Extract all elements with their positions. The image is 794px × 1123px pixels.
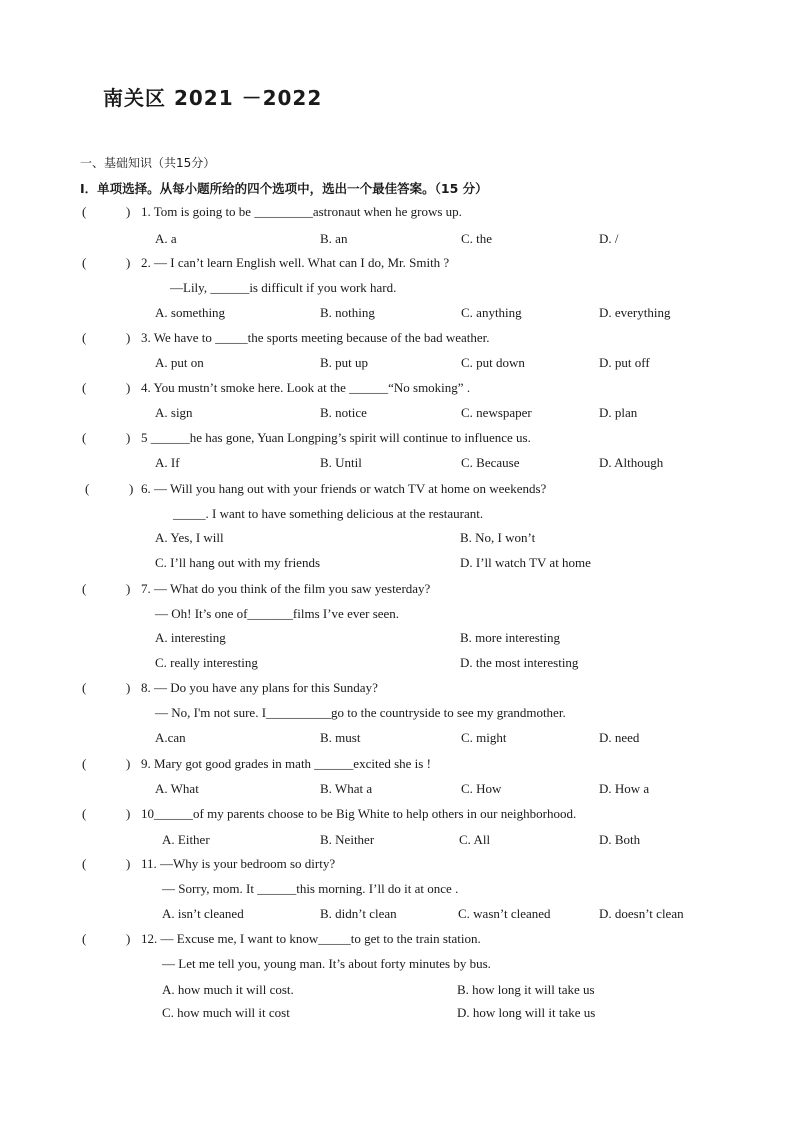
answer-option: C. How [461, 781, 502, 796]
question-stem: 4. You mustn’t smoke here. Look at the ______“No smoking” . [141, 380, 471, 395]
question-stem: _____. I want to have something delicious at the restaurant. [173, 506, 484, 521]
page-title: 南关区 2021 －2022 [103, 86, 323, 110]
answer-blank-open: ( [82, 581, 87, 596]
answer-option: B. No, I won’t [460, 530, 536, 545]
answer-option: D. Although [599, 455, 664, 470]
answer-blank-close: ) [126, 430, 131, 445]
answer-option: D. the most interesting [460, 655, 579, 670]
answer-option: A. something [155, 305, 226, 320]
answer-option: A. a [155, 231, 177, 246]
answer-option: D. put off [599, 355, 650, 370]
question-stem: 9. Mary got good grades in math ______excited she is ! [141, 756, 431, 771]
answer-option: A.can [155, 730, 186, 745]
answer-option: C. All [459, 832, 491, 847]
answer-blank-open: ( [82, 330, 87, 345]
answer-option: D. Both [599, 832, 641, 847]
answer-option: C. wasn’t cleaned [458, 906, 551, 921]
answer-option: D. how long will it take us [457, 1005, 596, 1020]
answer-option: B. an [320, 231, 348, 246]
answer-option: D. plan [599, 405, 638, 420]
question-stem: 6. — Will you hang out with your friends or watch TV at home on weekends? [141, 481, 547, 496]
answer-option: D. doesn’t clean [599, 906, 684, 921]
question-stem: 7. — What do you think of the film you saw yesterday? [141, 581, 431, 596]
question-stem: —Lily, ______is difficult if you work hard. [170, 280, 397, 295]
question-stem: 5 ______he has gone, Yuan Longping’s spirit will continue to influence us. [141, 430, 531, 445]
answer-blank-close: ) [126, 806, 131, 821]
answer-blank-close: ) [129, 481, 134, 496]
answer-option: C. might [461, 730, 507, 745]
answer-option: A. how much it will cost. [162, 982, 294, 997]
answer-option: A. What [155, 781, 199, 796]
answer-option: C. I’ll hang out with my friends [155, 555, 321, 570]
answer-option: B. Until [320, 455, 362, 470]
answer-blank-open: ( [82, 680, 87, 695]
answer-blank-open: ( [82, 931, 87, 946]
question-stem: — No, I'm not sure. I__________go to the countryside to see my grandmother. [155, 705, 566, 720]
answer-option: A. isn’t cleaned [162, 906, 244, 921]
question-stem: — Sorry, mom. It ______this morning. I’ll do it at once . [162, 881, 459, 896]
question-stem: 11. —Why is your bedroom so dirty? [141, 856, 336, 871]
answer-option: B. didn’t clean [320, 906, 397, 921]
answer-blank-open: ( [85, 481, 90, 496]
answer-blank-open: ( [82, 856, 87, 871]
answer-blank-close: ) [126, 204, 131, 219]
answer-option: B. notice [320, 405, 367, 420]
answer-option: B. What a [320, 781, 373, 796]
section-heading: 一、基础知识（共15分） [80, 156, 216, 170]
answer-option: B. Neither [320, 832, 375, 847]
answer-option: B. must [320, 730, 361, 745]
question-stem: 2. — I can’t learn English well. What can I do, Mr. Smith ? [141, 255, 450, 270]
answer-option: B. put up [320, 355, 369, 370]
question-stem: 1. Tom is going to be _________astronaut when he grows up. [141, 204, 462, 219]
answer-option: B. nothing [320, 305, 375, 320]
answer-option: C. really interesting [155, 655, 258, 670]
answer-blank-open: ( [82, 255, 87, 270]
answer-blank-open: ( [82, 756, 87, 771]
answer-option: B. more interesting [460, 630, 561, 645]
answer-blank-close: ) [126, 380, 131, 395]
answer-blank-open: ( [82, 806, 87, 821]
answer-blank-open: ( [82, 380, 87, 395]
question-stem: — Let me tell you, young man. It’s about forty minutes by bus. [162, 956, 491, 971]
answer-blank-close: ) [126, 756, 131, 771]
answer-option: D. / [599, 231, 619, 246]
answer-option: D. I’ll watch TV at home [460, 555, 591, 570]
answer-blank-close: ) [126, 330, 131, 345]
answer-option: A. interesting [155, 630, 226, 645]
answer-option: D. How a [599, 781, 650, 796]
answer-option: D. need [599, 730, 640, 745]
answer-option: A. Yes, I will [155, 530, 224, 545]
answer-option: C. how much will it cost [162, 1005, 290, 1020]
answer-blank-close: ) [126, 680, 131, 695]
answer-option: C. put down [461, 355, 525, 370]
answer-blank-close: ) [126, 856, 131, 871]
answer-option: A. Either [162, 832, 210, 847]
answer-blank-close: ) [126, 581, 131, 596]
question-stem: — Oh! It’s one of_______films I’ve ever seen. [155, 606, 400, 621]
question-stem: 10______of my parents choose to be Big White to help others in our neighborhood. [141, 806, 577, 821]
question-stem: 8. — Do you have any plans for this Sunday? [141, 680, 378, 695]
answer-blank-close: ) [126, 931, 131, 946]
answer-option: A. sign [155, 405, 193, 420]
answer-blank-open: ( [82, 430, 87, 445]
answer-option: C. anything [461, 305, 522, 320]
answer-option: C. the [461, 231, 493, 246]
answer-option: C. Because [461, 455, 520, 470]
answer-blank-close: ) [126, 255, 131, 270]
answer-option: A. put on [155, 355, 204, 370]
question-stem: 12. — Excuse me, I want to know_____to get to the train station. [141, 931, 481, 946]
question-stem: 3. We have to _____the sports meeting because of the bad weather. [141, 330, 490, 345]
instruction-text: Ⅰ．单项选择。从每小题所给的四个选项中，选出一个最佳答案。（15 分） [80, 181, 488, 196]
answer-option: C. newspaper [461, 405, 532, 420]
answer-option: A. If [155, 455, 180, 470]
answer-blank-open: ( [82, 204, 87, 219]
answer-option: D. everything [599, 305, 671, 320]
answer-option: B. how long it will take us [457, 982, 595, 997]
